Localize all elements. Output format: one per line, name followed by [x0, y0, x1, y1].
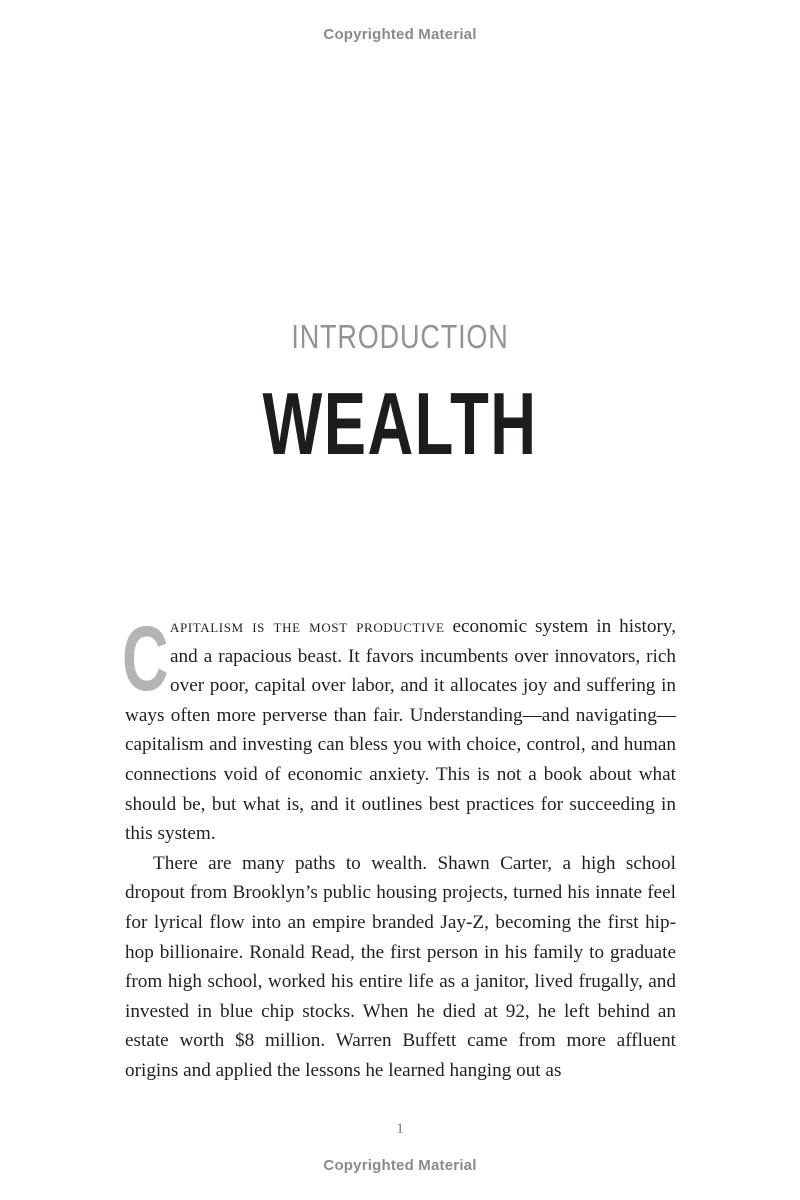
page-number: 1 — [396, 1121, 404, 1137]
chapter-title: WEALTH — [262, 374, 538, 473]
body-text — [122, 608, 676, 1086]
drop-cap: C — [122, 608, 169, 710]
paragraph-2: There are many paths to wealth. Shawn Carter, a high school dropout from Brooklyn’s public housing projects, turned his innate feel for lyrical flow into an empire branded Jay-Z, becoming the first hip-hop billionaire. Ronald Read, the first person in his family to graduate from high school, worked his entire life as a janitor, lived frugally, and invested in blue chip stocks. When he died at 92, he left behind an estate worth $8 million. Warren Buffett came from more affluent origins and applied the lessons he learned hanging out as — [125, 852, 676, 1081]
lead-in-small-caps: apitalism is the most productive — [170, 616, 445, 637]
paragraph-1-text: economic system in history, and a rapacious beast. It favors incumbents over innovators, rich over poor, capital over labor, and it allocates joy and suffering in ways often more perverse than fair. Understanding—and navigating—capitalism and investing can bless you with choice, control, and human connections void of economic anxiety. This is not a book about what should be, but what is, and it outlines best practices for succeeding in this system. — [125, 616, 676, 845]
copyright-watermark-bottom: Copyrighted Material — [323, 1157, 477, 1174]
paragraph-1 — [122, 608, 676, 849]
copyright-watermark-top: Copyrighted Material — [323, 26, 477, 43]
chapter-label: INTRODUCTION — [291, 318, 509, 355]
